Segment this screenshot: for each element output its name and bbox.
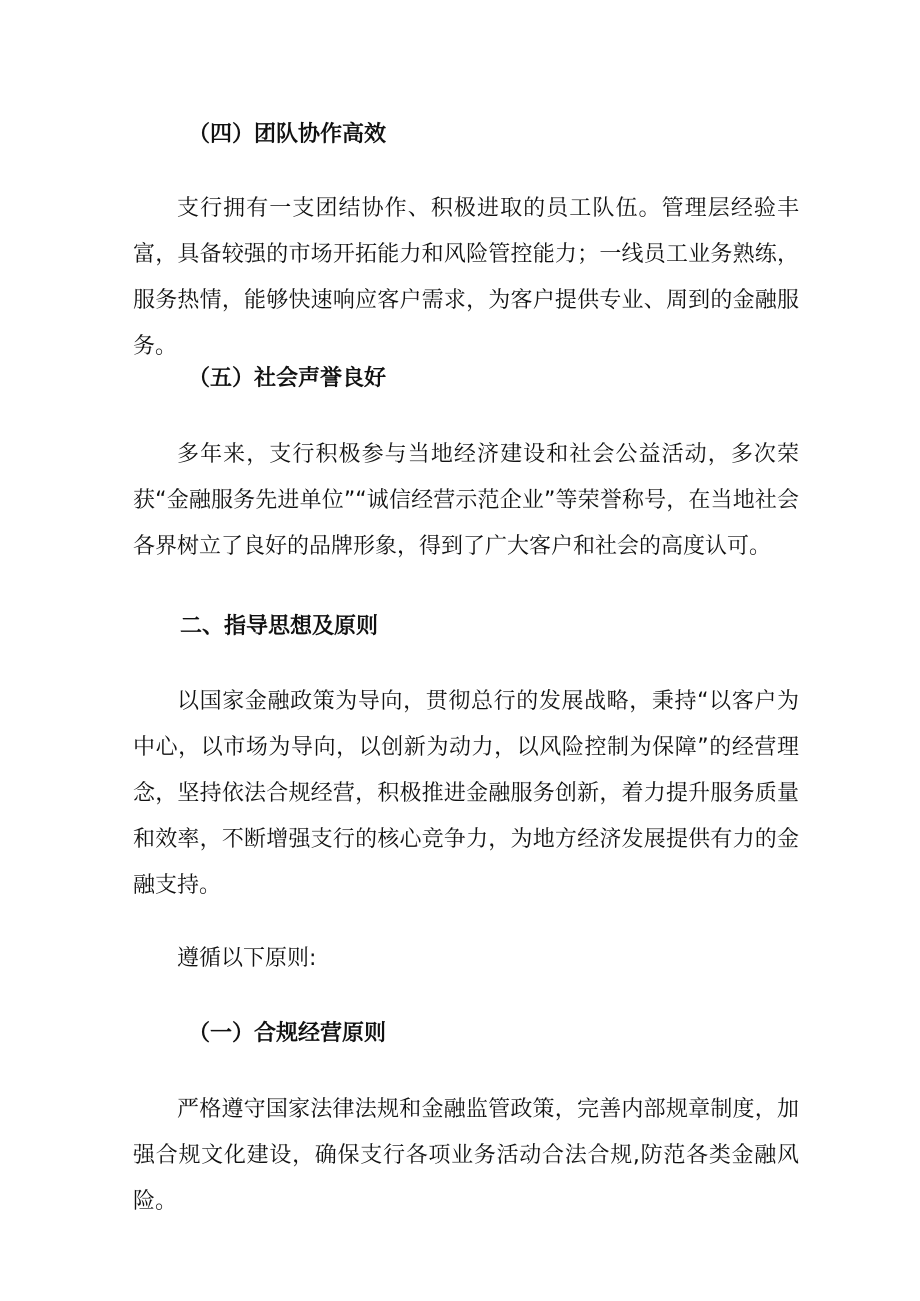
section-5-heading: （五）社会声誉良好 bbox=[188, 366, 387, 391]
part-2-paragraph: 以国家金融政策为导向，贯彻总行的发展战略，秉持“以客户为中心，以市场为导向，以创新为动力，以风险控制为保障”的经营理念，坚持依法合规经营，积极推进金融服务创新，着力提升服务质量和效率，不断增强支行的核心竞争力，为地方经济发展提供有力的金融支持。 bbox=[133, 689, 799, 898]
section-4-heading: （四）团队协作高效 bbox=[188, 122, 387, 147]
section-5-paragraph: 多年来，支行积极参与当地经济建设和社会公益活动，多次荣获“金融服务先进单位”“诚信经营示范企业”等荣誉称号，在当地社会各界树立了良好的品牌形象，得到了广大客户和社会的高度认可。 bbox=[133, 442, 799, 559]
part-2-heading: 二、指导思想及原则 bbox=[180, 614, 379, 639]
principles-intro: 遵循以下原则: bbox=[177, 946, 317, 971]
principle-1-heading: （一）合规经营原则 bbox=[188, 1021, 387, 1046]
principle-1-paragraph: 严格遵守国家法律法规和金融监管政策，完善内部规章制度，加强合规文化建设，确保支行各项业务活动合法合规,防范各类金融风险。 bbox=[133, 1097, 799, 1214]
section-4-paragraph: 支行拥有一支团结协作、积极进取的员工队伍。管理层经验丰富，具备较强的市场开拓能力和风险管控能力；一线员工业务熟练，服务热情，能够快速响应客户需求，为客户提供专业、周到的金融服务。 bbox=[133, 196, 799, 359]
